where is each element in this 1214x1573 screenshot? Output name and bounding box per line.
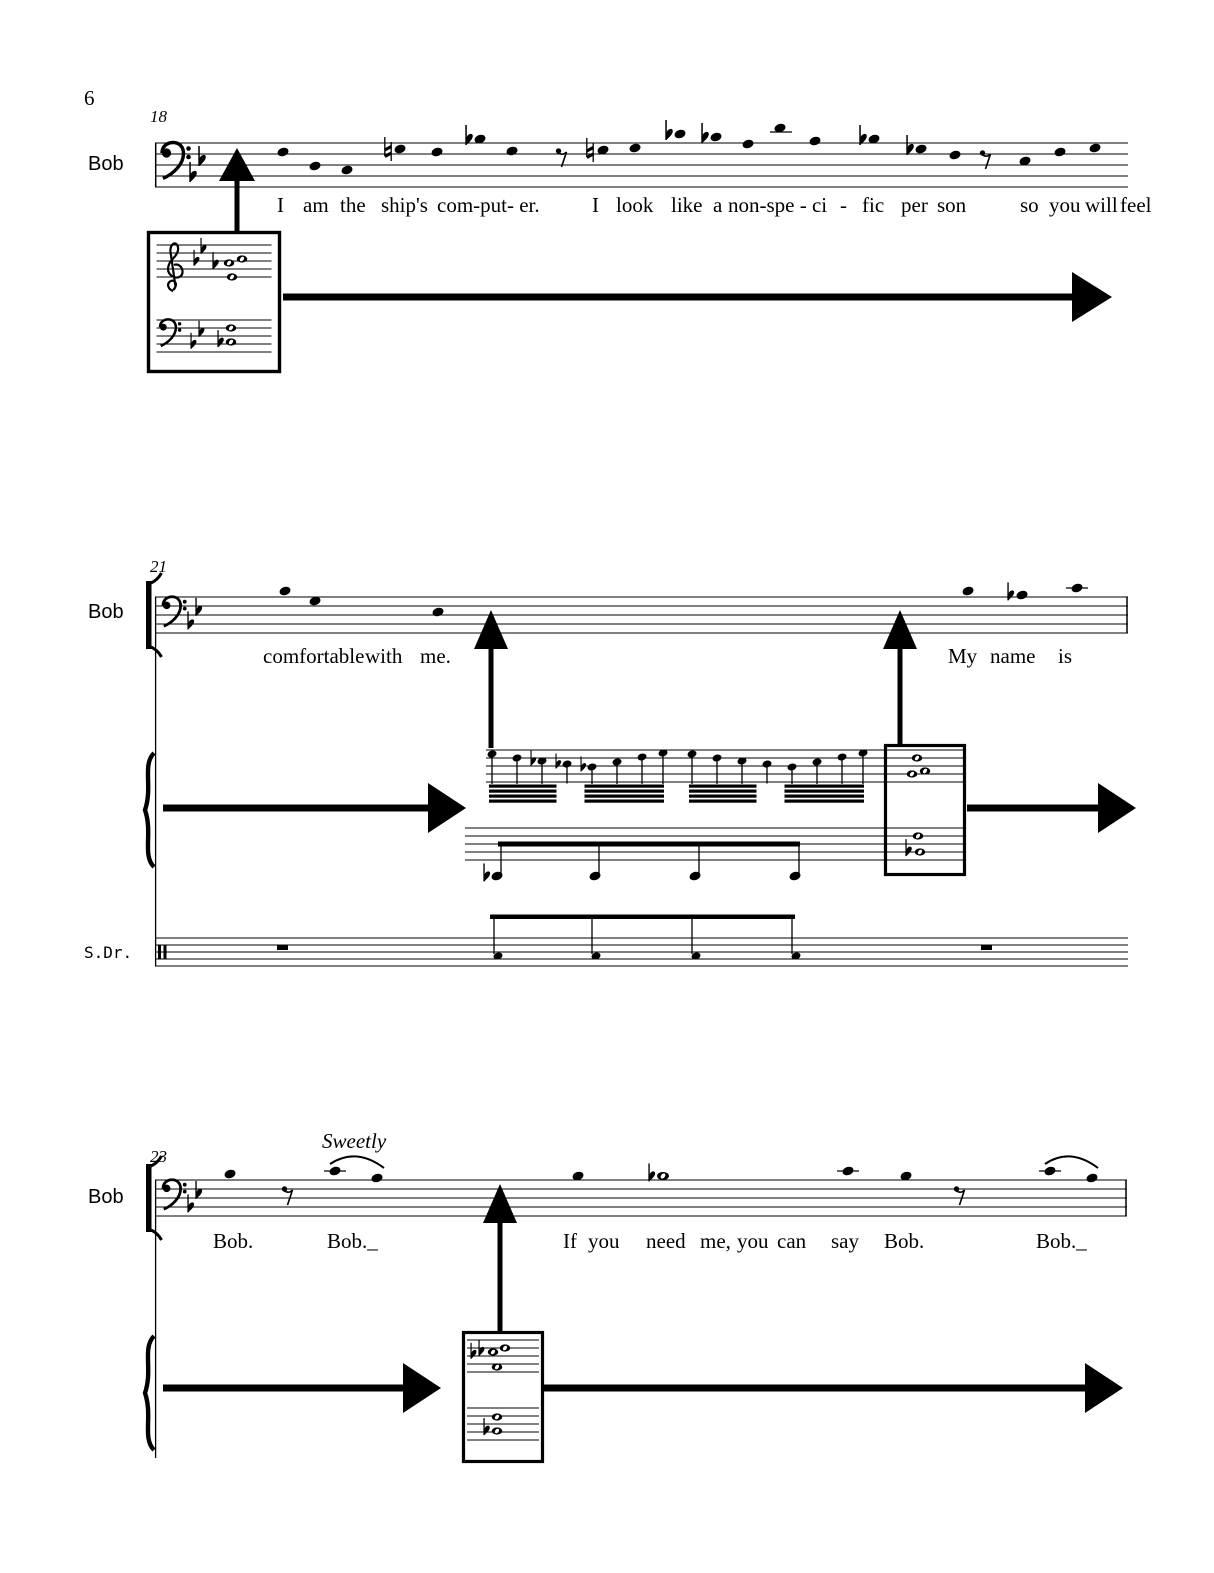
lyric-syllable: with xyxy=(365,644,403,668)
beam-gap xyxy=(757,784,785,805)
piano-brace-icon xyxy=(145,1336,154,1450)
lyric-syllable: need xyxy=(646,1229,686,1253)
lyrics-line xyxy=(277,193,1152,217)
lyric-syllable: is xyxy=(1058,644,1073,668)
lyric-syllable: look xyxy=(616,193,654,217)
system-3 xyxy=(88,1129,1127,1462)
key-signature xyxy=(187,598,202,630)
lyric-syllable: - xyxy=(840,193,847,217)
arrow-right-icon xyxy=(283,272,1112,322)
chord-box-fill xyxy=(886,746,965,875)
lyric-syllable: feel xyxy=(1120,193,1152,217)
lyric-syllable: I xyxy=(592,193,599,217)
arrow-up-icon xyxy=(483,1184,517,1333)
lyric-syllable: say xyxy=(831,1229,859,1253)
slur xyxy=(1045,1156,1098,1168)
lyric-syllable: non-spe - ci xyxy=(728,193,828,217)
chord-box xyxy=(464,1333,543,1462)
lyric-syllable: name xyxy=(990,644,1036,668)
arrow-right-icon xyxy=(543,1363,1123,1413)
vocal-staff-lines xyxy=(155,1180,1127,1216)
lyric-syllable: you xyxy=(588,1229,620,1253)
lyric-syllable: so xyxy=(1020,193,1039,217)
key-signature xyxy=(187,1181,202,1213)
lyric-syllable: comfortable xyxy=(263,644,365,668)
key-signature xyxy=(189,146,206,182)
piano-cell xyxy=(465,746,1136,882)
lyric-syllable: Bob._ xyxy=(1036,1229,1087,1253)
arrow-up-icon xyxy=(219,148,255,233)
lyric-syllable: I xyxy=(277,193,284,217)
lyric-syllable: Bob._ xyxy=(327,1229,378,1253)
lyric-syllable: per xyxy=(901,193,928,217)
lyric-syllable: can xyxy=(777,1229,807,1253)
lyric-syllable: fic xyxy=(862,193,885,217)
staff-label-bob: Bob xyxy=(88,153,124,175)
staff-label-snare: S.Dr. xyxy=(84,943,133,962)
bass-clef-icon xyxy=(163,597,187,627)
tremolo-figures xyxy=(487,748,869,804)
lyric-syllable: you xyxy=(737,1229,769,1253)
bass-ostinato xyxy=(483,842,801,882)
expression-marking: Sweetly xyxy=(322,1129,387,1153)
lyric-syllable: the xyxy=(340,193,366,217)
eighth-rest-icon xyxy=(556,148,567,167)
system-2 xyxy=(84,557,1136,966)
arrow-up-icon xyxy=(474,610,508,748)
lyric-syllable: My xyxy=(948,644,978,668)
lyrics-line xyxy=(213,1229,1087,1253)
measure-number: 21 xyxy=(150,557,167,576)
slur xyxy=(330,1156,384,1168)
eighth-rest-icon xyxy=(980,150,991,169)
vocal-notes xyxy=(276,120,1101,176)
arrow-right-icon xyxy=(967,783,1136,833)
arrow-up-icon xyxy=(883,610,917,745)
staff-label-bob: Bob xyxy=(88,601,124,623)
measure-number: 23 xyxy=(150,1147,167,1166)
arrow-right-icon xyxy=(163,783,466,833)
snare-drum-staff xyxy=(84,915,1128,967)
vocal-notes xyxy=(278,582,1088,617)
chord-box xyxy=(149,233,280,372)
lyric-syllable: like xyxy=(671,193,703,217)
lyrics-line xyxy=(263,644,1072,668)
lyric-syllable: Bob. xyxy=(213,1229,254,1253)
lyric-syllable: me, xyxy=(700,1229,731,1253)
beam-gap xyxy=(557,784,585,805)
system-1 xyxy=(88,107,1152,372)
lyric-syllable: son xyxy=(937,193,967,217)
page-number: 6 xyxy=(84,86,95,110)
whole-rest-icon xyxy=(981,946,992,951)
vocal-staff-lines xyxy=(155,143,1128,187)
measure-number: 18 xyxy=(150,107,167,126)
lyric-syllable: com-put- er. xyxy=(437,193,540,217)
percussion-staff-lines xyxy=(155,938,1128,966)
lyric-syllable: me. xyxy=(420,644,451,668)
vocal-staff-lines xyxy=(155,597,1128,633)
piano-brace-icon xyxy=(145,753,154,867)
lyric-syllable: Bob. xyxy=(884,1229,925,1253)
lyric-syllable: will xyxy=(1085,193,1118,217)
lyric-syllable: ship's xyxy=(381,193,428,217)
arrow-right-icon xyxy=(163,1363,441,1413)
bass-clef-icon xyxy=(162,143,191,179)
whole-rest-icon xyxy=(277,946,288,951)
staff-label-bob: Bob xyxy=(88,1186,124,1208)
bass-clef-icon xyxy=(163,1180,187,1210)
lyric-syllable: a xyxy=(713,193,723,217)
lyric-syllable: If xyxy=(563,1229,577,1253)
lyric-syllable: you xyxy=(1049,193,1081,217)
lyric-syllable: am xyxy=(303,193,329,217)
